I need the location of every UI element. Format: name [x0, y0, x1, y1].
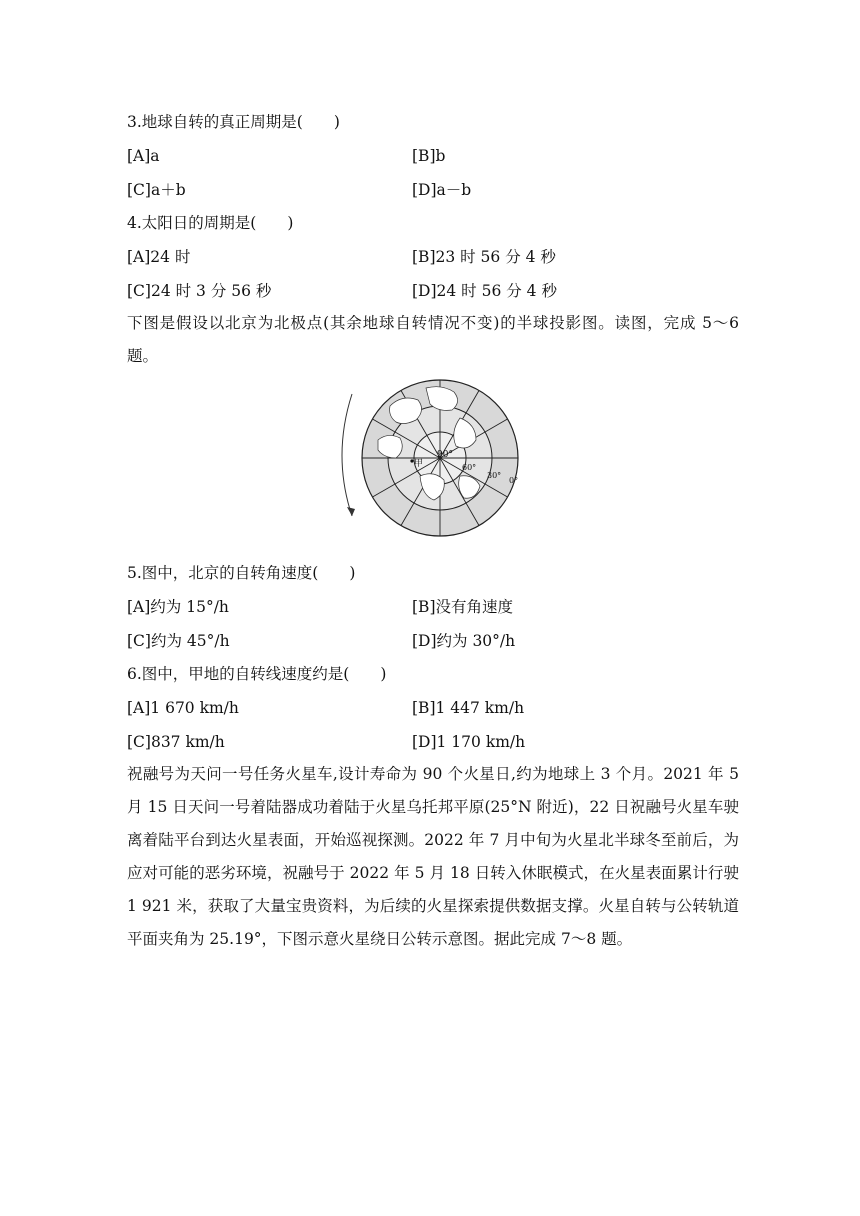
figure-label-lat60: 60° [462, 463, 477, 472]
figure-label-lat0: 0° [509, 476, 519, 485]
question-4-option-a[interactable]: [A]24 时 [127, 248, 191, 266]
question-3-option-c[interactable]: [C]a＋b [127, 181, 186, 199]
hemisphere-projection-figure [330, 366, 530, 546]
question-3-option-a[interactable]: [A]a [127, 147, 160, 165]
question-5-stem: 5.图中，北京的自转角速度( ) [127, 564, 356, 582]
question-4-option-b[interactable]: [B]23 时 56 分 4 秒 [412, 248, 556, 266]
passage-questions-7-8: 祝融号为天问一号任务火星车,设计寿命为 90 个火星日,约为地球上 3 个月。2021 年 5 月 15 日天问一号着陆器成功着陆于火星乌托邦平原(25°N 附近)，22 日祝融号火星车驶离着陆平台到达火星表面，开始巡视探测。2022 年 7 月中旬为火星北半球冬至前后，为应对可能的恶劣环境，祝融号于 2022 年 5 月 18 日转入休眠模式，在火星表面累计行驶 1 921 米，获取了大量宝贵资料，为后续的火星探索提供数据支撑。火星自转与公转轨道平面夹角为 25.19°，下图示意火星绕日公转示意图。据此完成 7～8 题。 [127, 765, 739, 948]
question-5-option-d[interactable]: [D]约为 30°/h [412, 632, 516, 650]
question-6-option-a[interactable]: [A]1 670 km/h [127, 699, 239, 717]
question-3-option-d[interactable]: [D]a－b [412, 181, 472, 199]
question-6-option-b[interactable]: [B]1 447 km/h [412, 699, 525, 717]
question-6-stem: 6.图中，甲地的自转线速度约是( ) [127, 665, 387, 683]
question-5-option-c[interactable]: [C]约为 45°/h [127, 632, 230, 650]
rotation-arrow-head [347, 507, 355, 516]
question-4-option-d[interactable]: [D]24 时 56 分 4 秒 [412, 282, 557, 300]
question-5-option-a[interactable]: [A]约为 15°/h [127, 598, 229, 616]
figure-label-jia: 甲 [414, 459, 424, 469]
question-6-option-d[interactable]: [D]1 170 km/h [412, 733, 526, 751]
figure-label-center: 90° [437, 450, 453, 460]
question-5-option-b[interactable]: [B]没有角速度 [412, 598, 513, 616]
question-4-option-c[interactable]: [C]24 时 3 分 56 秒 [127, 282, 272, 300]
question-3-stem: 3.地球自转的真正周期是( ) [127, 113, 340, 131]
question-6-option-c[interactable]: [C]837 km/h [127, 733, 225, 751]
intro-questions-5-6: 下图是假设以北京为北极点(其余地球自转情况不变)的半球投影图。读图，完成 5～6 题。 [127, 314, 739, 365]
point-jia-marker [410, 459, 413, 462]
rotation-arrow-arc [342, 394, 352, 516]
figure-label-lat30: 30° [487, 471, 502, 480]
question-4-stem: 4.太阳日的周期是( ) [127, 214, 294, 232]
question-3-option-b[interactable]: [B]b [412, 147, 446, 165]
